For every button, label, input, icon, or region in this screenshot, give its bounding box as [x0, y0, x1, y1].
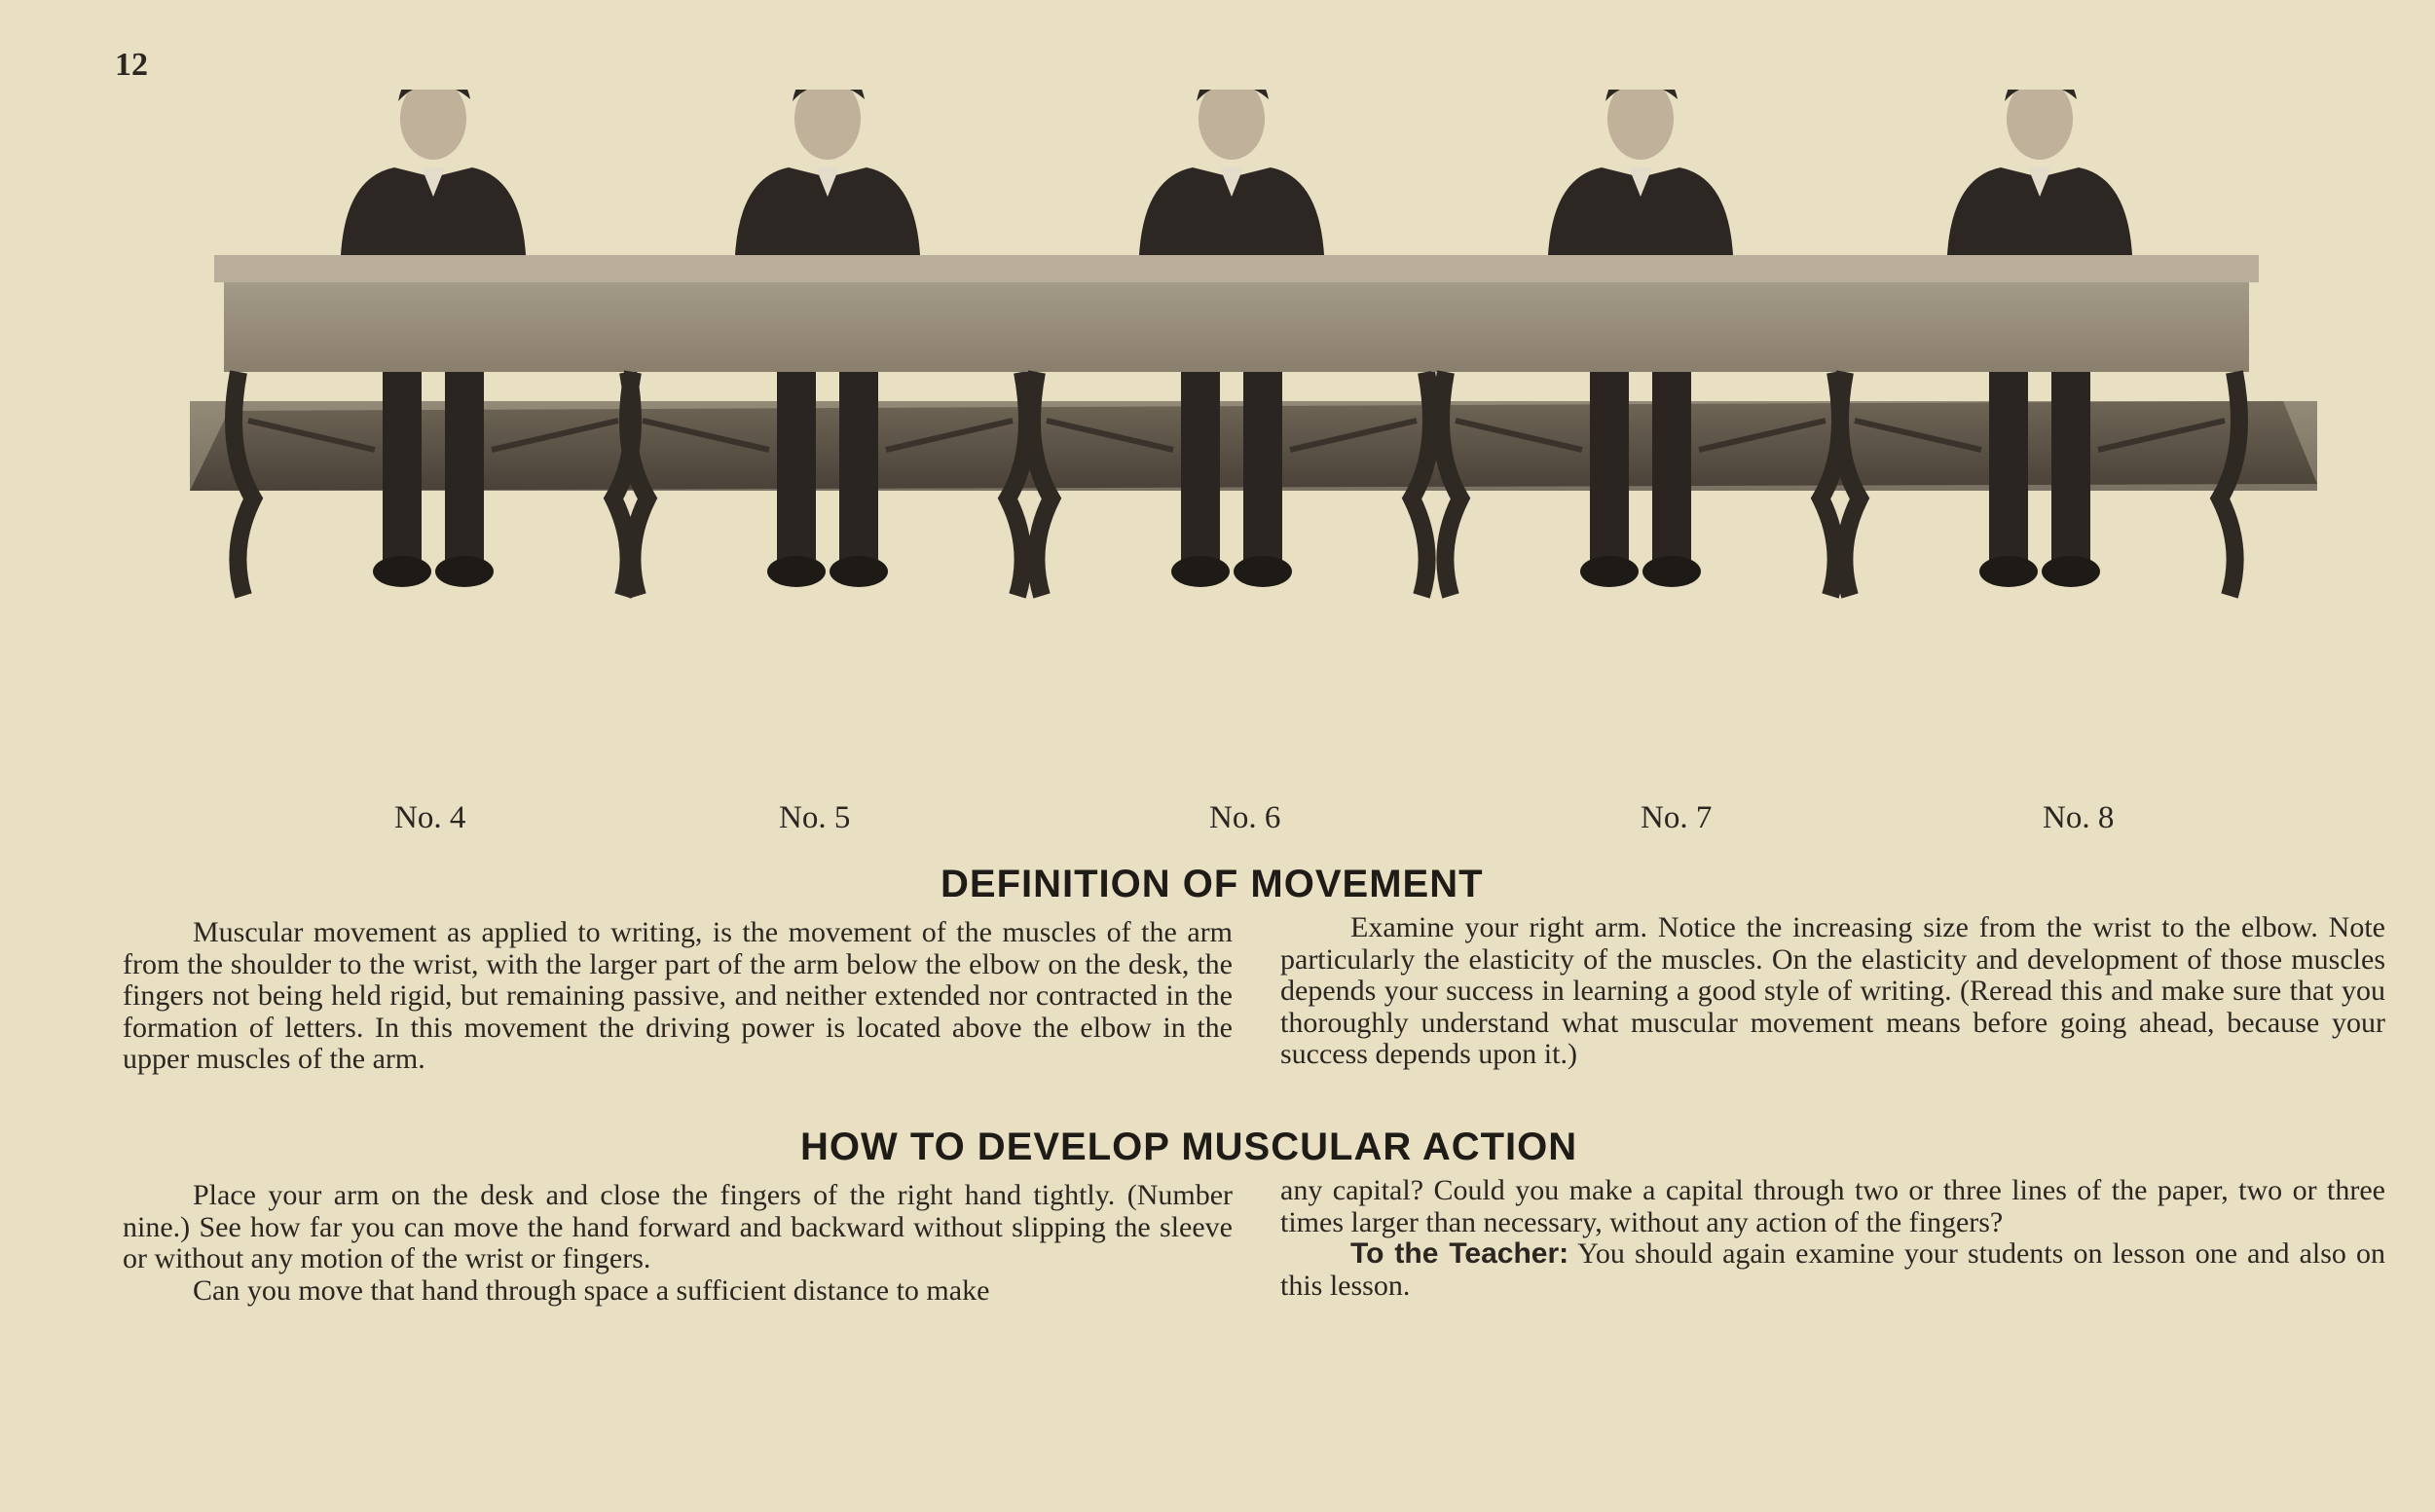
develop-paragraph-right-1: any capital? Could you make a capital through two or three lines of the paper, two or three times larger than necessary, without any action of the fingers? [1280, 1174, 2385, 1238]
teacher-note [1280, 1238, 2385, 1302]
develop-left-column [123, 1180, 1233, 1307]
develop-right-column [1280, 1175, 2385, 1302]
teacher-note-text: You should again examine your students on lesson one and also on this lesson. [1280, 1237, 2386, 1302]
heading-definition-of-movement: DEFINITION OF MOVEMENT [941, 863, 1484, 905]
definition-paragraph-left: Muscular movement as applied to writing, is the movement of the muscles of the arm from the shoulder to the wrist, with the larger part of the arm below the elbow on the desk, the fingers not being held rigid, but remaining passive, and neither extended nor contracted in the formation of letters. In this movement the driving power is located above the elbow in the upper muscles of the arm. [123, 916, 1233, 1076]
definition-paragraph-right: Examine your right arm. Notice the increasing size from the wrist to the elbow. Note particularly the elasticity of the muscles. On the elasticity and development of those muscles depends your success in learning a good style of writing. (Reread this and make sure that you thoroughly understand what muscular movement means before going ahead, because your success depends upon it.) [1280, 911, 2385, 1071]
figure-label-no-8: No. 8 [2043, 800, 2115, 835]
figure-label-no-7: No. 7 [1641, 800, 1713, 835]
definition-right-column [1280, 912, 2385, 1071]
figure-photo-students-at-desks [190, 90, 2317, 791]
figure-label-no-5: No. 5 [779, 800, 851, 835]
figure-label-no-6: No. 6 [1209, 800, 1281, 835]
page-number: 12 [115, 47, 148, 83]
develop-paragraph-left-2: Can you move that hand through space a sufficient distance to make [193, 1273, 990, 1307]
develop-paragraph-left-1: Place your arm on the desk and close the fingers of the right hand tightly. (Number nine.) See how far you can move the hand forward and backward without slipping the sleeve or without any motion of the wrist or fingers. [123, 1179, 1233, 1275]
teacher-note-label: To the Teacher: [1350, 1237, 1569, 1271]
heading-how-to-develop-muscular-action: HOW TO DEVELOP MUSCULAR ACTION [800, 1125, 1578, 1168]
figure-label-no-4: No. 4 [394, 800, 466, 835]
definition-left-column [123, 917, 1233, 1076]
